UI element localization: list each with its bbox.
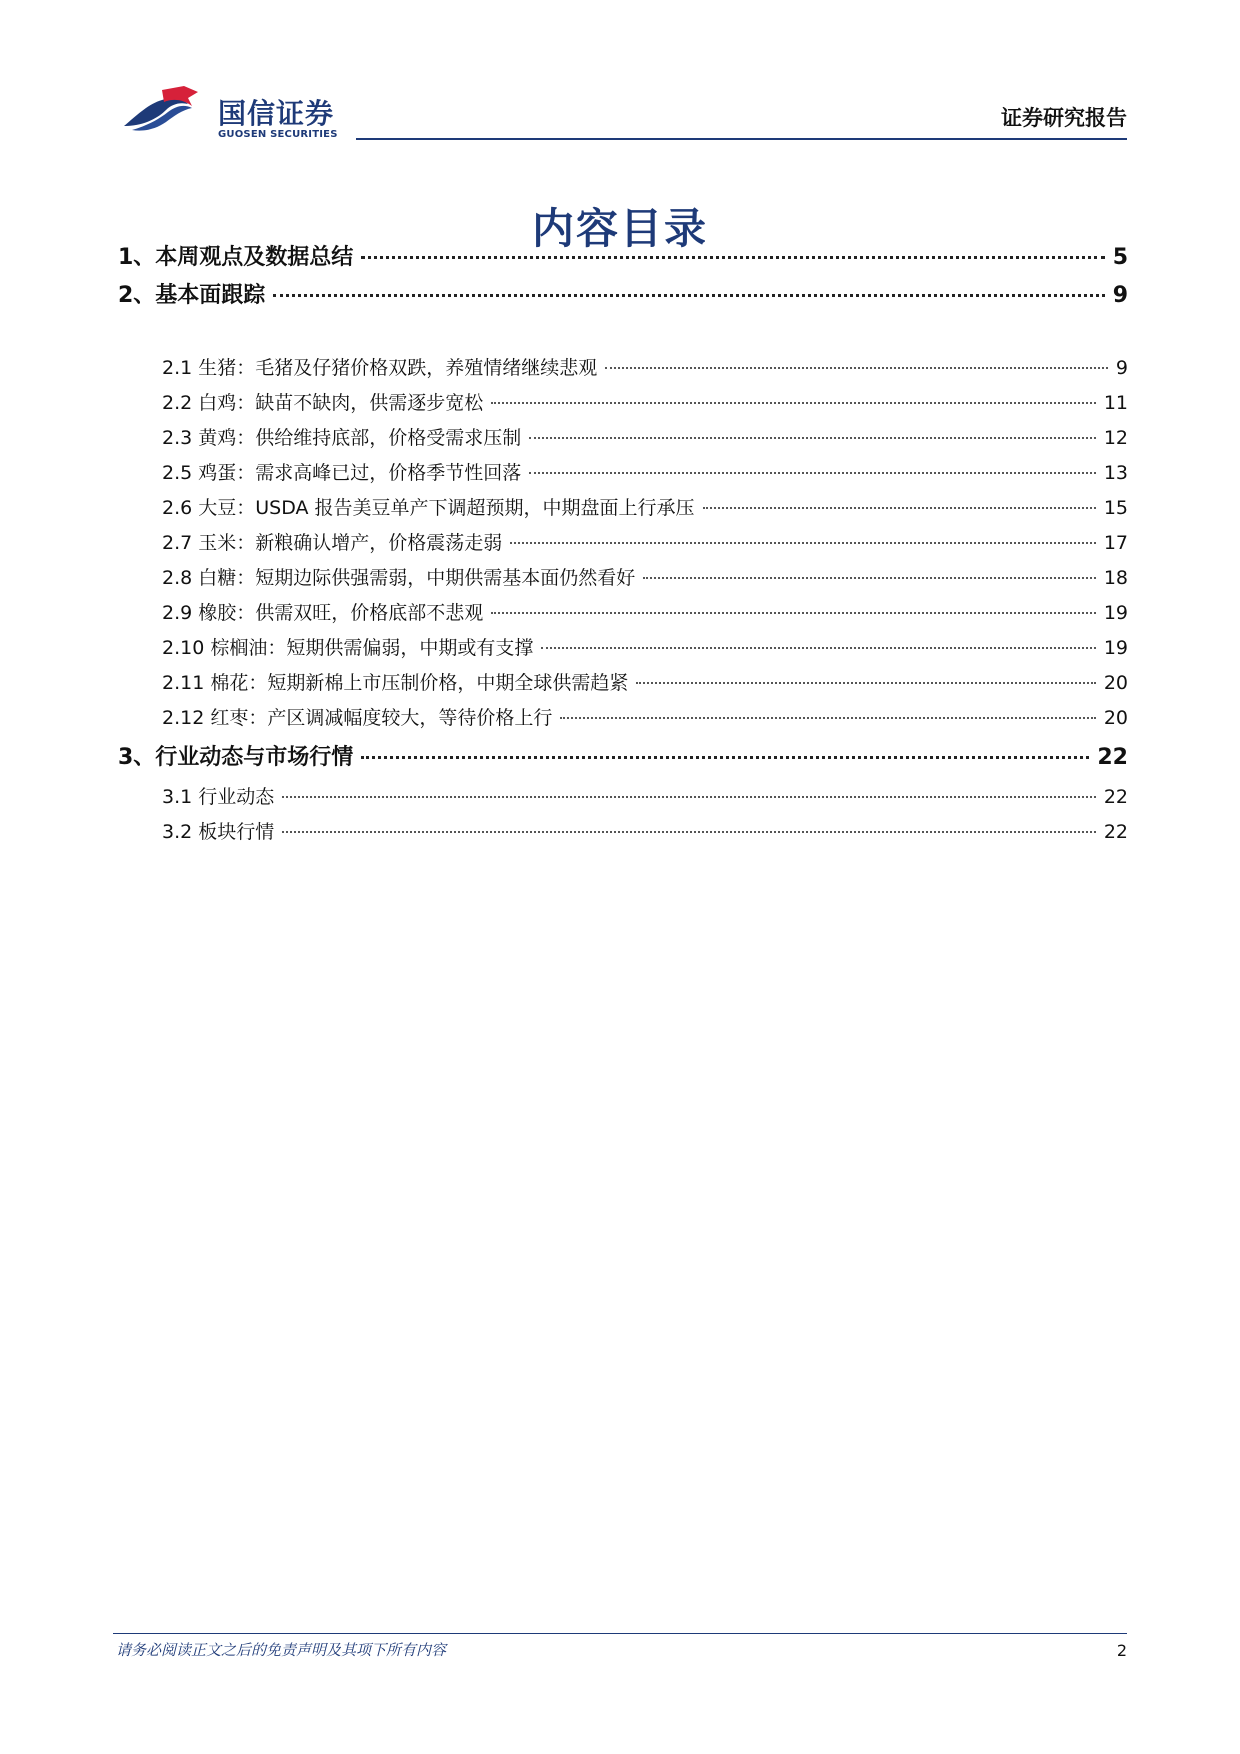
toc-entry-page: 13 (1103, 462, 1128, 484)
toc-entry[interactable] (162, 563, 1128, 590)
toc-dot-leader (541, 647, 1095, 649)
header-divider (356, 138, 1127, 140)
toc-entry[interactable] (162, 493, 1128, 520)
toc-entry-page: 20 (1103, 707, 1128, 729)
toc-entry-label: 2.10 棕榈油：短期供需偏弱，中期或有支撑 (162, 637, 534, 659)
toc-dot-leader (510, 542, 1096, 544)
toc-entry-label: 2.8 白糖：短期边际供强需弱，中期供需基本面仍然看好 (162, 567, 636, 589)
toc-dot-leader (282, 796, 1096, 798)
toc-entry-page: 18 (1103, 567, 1128, 589)
toc-entry-label: 2.3 黄鸡：供给维持底部，价格受需求压制 (162, 427, 522, 449)
toc-entry[interactable] (118, 740, 1128, 771)
page-number: 2 (1116, 1641, 1127, 1660)
toc-entry-page: 5 (1112, 245, 1128, 270)
toc-entry[interactable] (162, 703, 1128, 730)
toc-entry[interactable] (162, 598, 1128, 625)
toc-dot-leader (529, 472, 1096, 474)
toc-entry-page: 22 (1103, 821, 1128, 843)
toc-dot-leader (643, 577, 1096, 579)
toc-entry-label: 2.12 红枣：产区调减幅度较大，等待价格上行 (162, 707, 553, 729)
toc-entry[interactable] (162, 668, 1128, 695)
toc-entry-label: 2.6 大豆：USDA 报告美豆单产下调超预期，中期盘面上行承压 (162, 497, 695, 519)
toc-entry-label: 2、基本面跟踪 (118, 283, 266, 308)
toc-entry-page: 22 (1097, 745, 1128, 770)
logo-english-text: GUOSEN SECURITIES (218, 129, 338, 140)
toc-entry-page: 12 (1103, 427, 1128, 449)
toc-entry[interactable] (162, 458, 1128, 485)
toc-entry-label: 2.1 生猪：毛猪及仔猪价格双跌，养殖情绪继续悲观 (162, 357, 598, 379)
toc-entry-label: 3、行业动态与市场行情 (118, 745, 354, 770)
toc-dot-leader (703, 507, 1096, 509)
toc-entry-label: 1、本周观点及数据总结 (118, 245, 354, 270)
toc-entry[interactable] (118, 240, 1128, 271)
toc-entry-label: 2.7 玉米：新粮确认增产，价格震荡走弱 (162, 532, 503, 554)
toc-entry-label: 2.11 棉花：短期新棉上市压制价格，中期全球供需趋紧 (162, 672, 629, 694)
toc-dot-leader (529, 437, 1096, 439)
toc-entry-label: 2.2 白鸡：缺苗不缺肉，供需逐步宽松 (162, 392, 484, 414)
toc-entry-page: 11 (1103, 392, 1128, 414)
logo-mark-icon (122, 86, 212, 132)
toc-dot-leader (361, 256, 1104, 259)
toc-entry[interactable] (162, 782, 1128, 809)
toc-entry-label: 2.9 橡胶：供需双旺，价格底部不悲观 (162, 602, 484, 624)
toc-entry[interactable] (162, 817, 1128, 844)
toc-dot-leader (491, 612, 1096, 614)
toc-entry[interactable] (118, 278, 1128, 309)
toc-entry[interactable] (162, 353, 1128, 380)
footer-divider (113, 1633, 1127, 1634)
toc-entry-page: 17 (1103, 532, 1128, 554)
toc-entry-page: 20 (1103, 672, 1128, 694)
company-logo (122, 86, 352, 144)
toc-dot-leader (273, 294, 1104, 297)
page-header (0, 0, 1240, 150)
toc-dot-leader (361, 756, 1089, 759)
toc-entry-label: 2.5 鸡蛋：需求高峰已过，价格季节性回落 (162, 462, 522, 484)
toc-dot-leader (605, 367, 1108, 369)
toc-dot-leader (491, 402, 1096, 404)
toc-entry-page: 19 (1103, 637, 1128, 659)
toc-entry-page: 9 (1112, 283, 1128, 308)
toc-entry-page: 22 (1103, 786, 1128, 808)
toc-entry-page: 19 (1103, 602, 1128, 624)
toc-entry-label: 3.2 板块行情 (162, 821, 275, 843)
toc-entry-page: 15 (1103, 497, 1128, 519)
toc-entry-label: 3.1 行业动态 (162, 786, 275, 808)
toc-entry[interactable] (162, 423, 1128, 450)
toc-entry[interactable] (162, 388, 1128, 415)
toc-entry[interactable] (162, 528, 1128, 555)
toc-entry[interactable] (162, 633, 1128, 660)
toc-title: 内容目录 (531, 204, 708, 253)
toc-dot-leader (282, 831, 1096, 833)
logo-chinese-text: 国信证券 (218, 97, 335, 130)
toc-dot-leader (560, 717, 1095, 719)
footer-disclaimer: 请务必阅读正文之后的免责声明及其项下所有内容 (116, 1641, 447, 1659)
report-type-label: 证券研究报告 (1001, 106, 1127, 130)
toc-dot-leader (636, 682, 1095, 684)
toc-entry-page: 9 (1115, 357, 1128, 379)
